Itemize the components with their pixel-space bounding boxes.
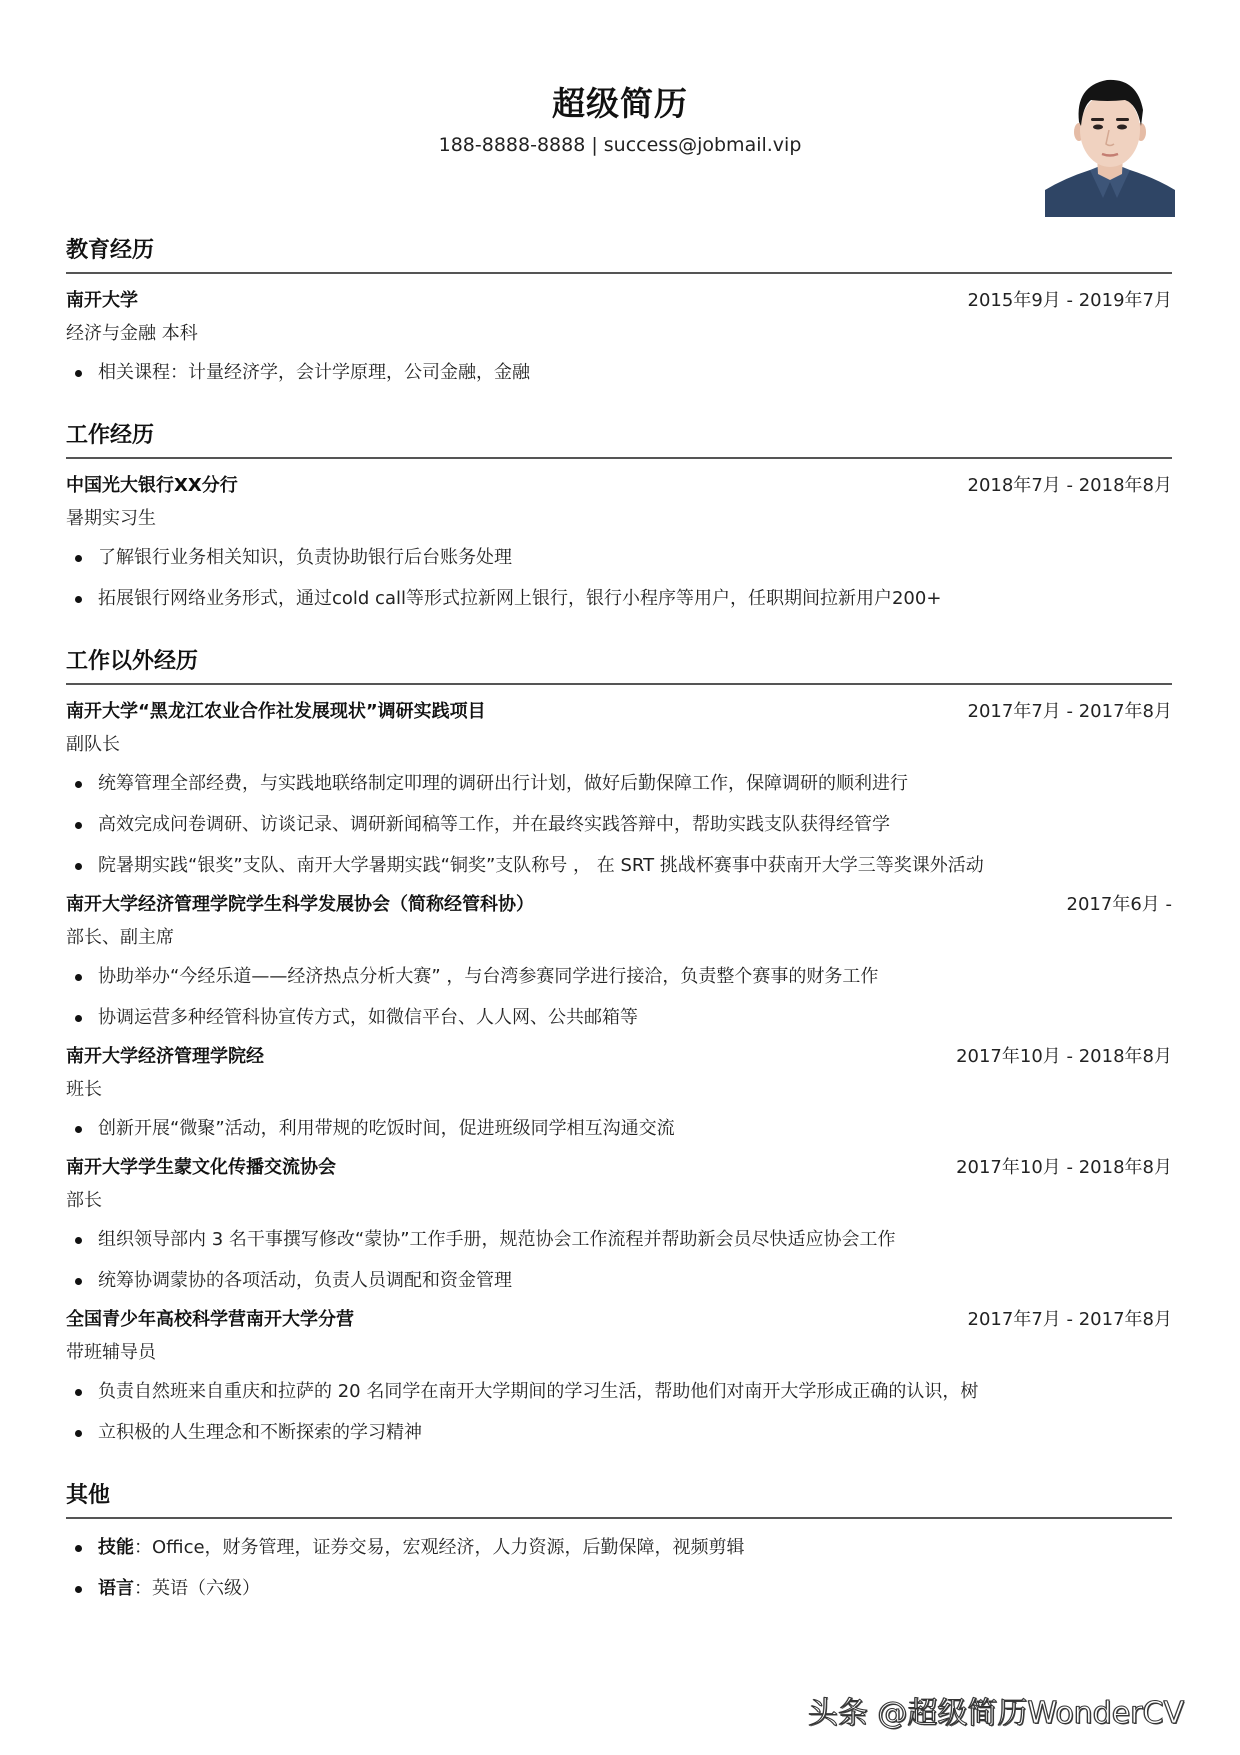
entry-date: 2017年10月 - 2018年8月 bbox=[956, 1157, 1172, 1178]
list-item: 了解银行业务相关知识，负责协助银行后台账务处理 bbox=[66, 537, 1172, 578]
language-item bbox=[66, 1568, 1172, 1609]
entry-header bbox=[66, 1038, 1172, 1072]
entry-role: 部长 bbox=[66, 1190, 102, 1211]
bullet-list bbox=[66, 1108, 1172, 1149]
entry-header bbox=[66, 1301, 1172, 1335]
entry-organization: 南开大学 bbox=[66, 290, 138, 311]
activity-entry bbox=[66, 886, 1172, 1038]
entry-role: 经济与金融 本科 bbox=[66, 323, 198, 344]
section-divider bbox=[66, 1517, 1172, 1519]
entry-organization: 全国青少年高校科学营南开大学分营 bbox=[66, 1309, 354, 1330]
list-item: 相关课程：计量经济学，会计学原理，公司金融，金融 bbox=[66, 352, 1172, 393]
contact-info: 188-8888-8888 | success@jobmail.vip bbox=[438, 134, 802, 156]
language-label: 语言 bbox=[98, 1578, 134, 1599]
section-divider bbox=[66, 272, 1172, 274]
entry-header bbox=[66, 886, 1172, 920]
skills-label: 技能 bbox=[98, 1537, 134, 1558]
section-outside-work bbox=[66, 647, 1172, 1453]
entry-date: 2017年7月 - 2017年8月 bbox=[967, 701, 1172, 722]
section-education bbox=[66, 236, 1172, 393]
bullet-list bbox=[66, 1371, 1172, 1453]
list-item: 立积极的人生理念和不断探索的学习精神 bbox=[66, 1412, 1172, 1453]
separator: ： bbox=[134, 1537, 152, 1558]
watermark: 头条 @超级简历WonderCV bbox=[808, 1696, 1185, 1731]
activity-entry bbox=[66, 1149, 1172, 1301]
list-item: 拓展银行网络业务形式，通过cold call等形式拉新网上银行，银行小程序等用户，任职期间拉新用户200+ bbox=[66, 578, 1172, 619]
resume-name: 超级简历 bbox=[552, 84, 688, 123]
skills-item bbox=[66, 1527, 1172, 1568]
entry-organization: 中国光大银行XX分行 bbox=[66, 475, 238, 496]
entry-role: 班长 bbox=[66, 1079, 102, 1100]
bullet-list bbox=[66, 763, 1172, 886]
bullet-list bbox=[66, 537, 1172, 619]
bullet-list bbox=[66, 352, 1172, 393]
education-entry bbox=[66, 282, 1172, 393]
section-divider bbox=[66, 683, 1172, 685]
entry-header bbox=[66, 693, 1172, 727]
bullet-list bbox=[66, 956, 1172, 1038]
list-item: 统筹管理全部经费，与实践地联络制定叩理的调研出行计划，做好后勤保障工作，保障调研的顺利进行 bbox=[66, 763, 1172, 804]
entry-date: 2017年6月 - bbox=[1066, 894, 1172, 915]
entry-header bbox=[66, 282, 1172, 316]
section-work bbox=[66, 421, 1172, 619]
list-item: 负责自然班来自重庆和拉萨的 20 名同学在南开大学期间的学习生活，帮助他们对南开大学形成正确的认识，树 bbox=[66, 1371, 1172, 1412]
section-other bbox=[66, 1481, 1172, 1609]
bullet-list bbox=[66, 1527, 1172, 1609]
entry-organization: 南开大学经济管理学院经 bbox=[66, 1046, 264, 1067]
entry-role: 带班辅导员 bbox=[66, 1342, 156, 1363]
entry-header bbox=[66, 1149, 1172, 1183]
section-heading: 教育经历 bbox=[66, 238, 155, 263]
language-value: 英语（六级） bbox=[152, 1578, 260, 1599]
entry-role: 部长、副主席 bbox=[66, 927, 174, 948]
entry-date: 2015年9月 - 2019年7月 bbox=[967, 290, 1172, 311]
skills-value: Office，财务管理，证券交易，宏观经济，人力资源，后勤保障，视频剪辑 bbox=[152, 1537, 745, 1558]
entry-organization: 南开大学学生蒙文化传播交流协会 bbox=[66, 1157, 336, 1178]
entry-role: 暑期实习生 bbox=[66, 508, 156, 529]
resume-body bbox=[66, 236, 1172, 1609]
entry-organization: 南开大学经济管理学院学生科学发展协会（简称经管科协） bbox=[66, 894, 534, 915]
list-item: 院暑期实践“银奖”支队、南开大学暑期实践“铜奖”支队称号 ， 在 SRT 挑战杯赛事中获南开大学三等奖课外活动 bbox=[66, 845, 1172, 886]
list-item: 协助举办“今经乐道——经济热点分析大赛” ，与台湾参赛同学进行接洽，负责整个赛事的财务工作 bbox=[66, 956, 1172, 997]
bullet-list bbox=[66, 1219, 1172, 1301]
list-item: 创新开展“微聚”活动，利用带规的吃饭时间，促进班级同学相互沟通交流 bbox=[66, 1108, 1172, 1149]
list-item: 高效完成问卷调研、访谈记录、调研新闻稿等工作，并在最终实践答辩中，帮助实践支队获得经管学 bbox=[66, 804, 1172, 845]
entry-date: 2017年7月 - 2017年8月 bbox=[967, 1309, 1172, 1330]
list-item: 组织领导部内 3 名干事撰写修改“蒙协”工作手册，规范协会工作流程并帮助新会员尽快适应协会工作 bbox=[66, 1219, 1172, 1260]
activity-entry bbox=[66, 1038, 1172, 1149]
activity-entry bbox=[66, 693, 1172, 886]
list-item: 协调运营多种经管科协宣传方式，如微信平台、人人网、公共邮箱等 bbox=[66, 997, 1172, 1038]
section-heading: 其他 bbox=[66, 1483, 111, 1508]
entry-date: 2018年7月 - 2018年8月 bbox=[967, 475, 1172, 496]
entry-organization: 南开大学“黑龙江农业合作社发展现状”调研实践项目 bbox=[66, 701, 486, 722]
activity-entry bbox=[66, 1301, 1172, 1453]
entry-header bbox=[66, 467, 1172, 501]
section-heading: 工作以外经历 bbox=[66, 649, 199, 674]
profile-photo bbox=[1045, 70, 1175, 217]
list-item: 统筹协调蒙协的各项活动，负责人员调配和资金管理 bbox=[66, 1260, 1172, 1301]
entry-role: 副队长 bbox=[66, 734, 120, 755]
section-divider bbox=[66, 457, 1172, 459]
entry-date: 2017年10月 - 2018年8月 bbox=[956, 1046, 1172, 1067]
work-entry bbox=[66, 467, 1172, 619]
separator: ： bbox=[134, 1578, 152, 1599]
section-heading: 工作经历 bbox=[66, 423, 155, 448]
